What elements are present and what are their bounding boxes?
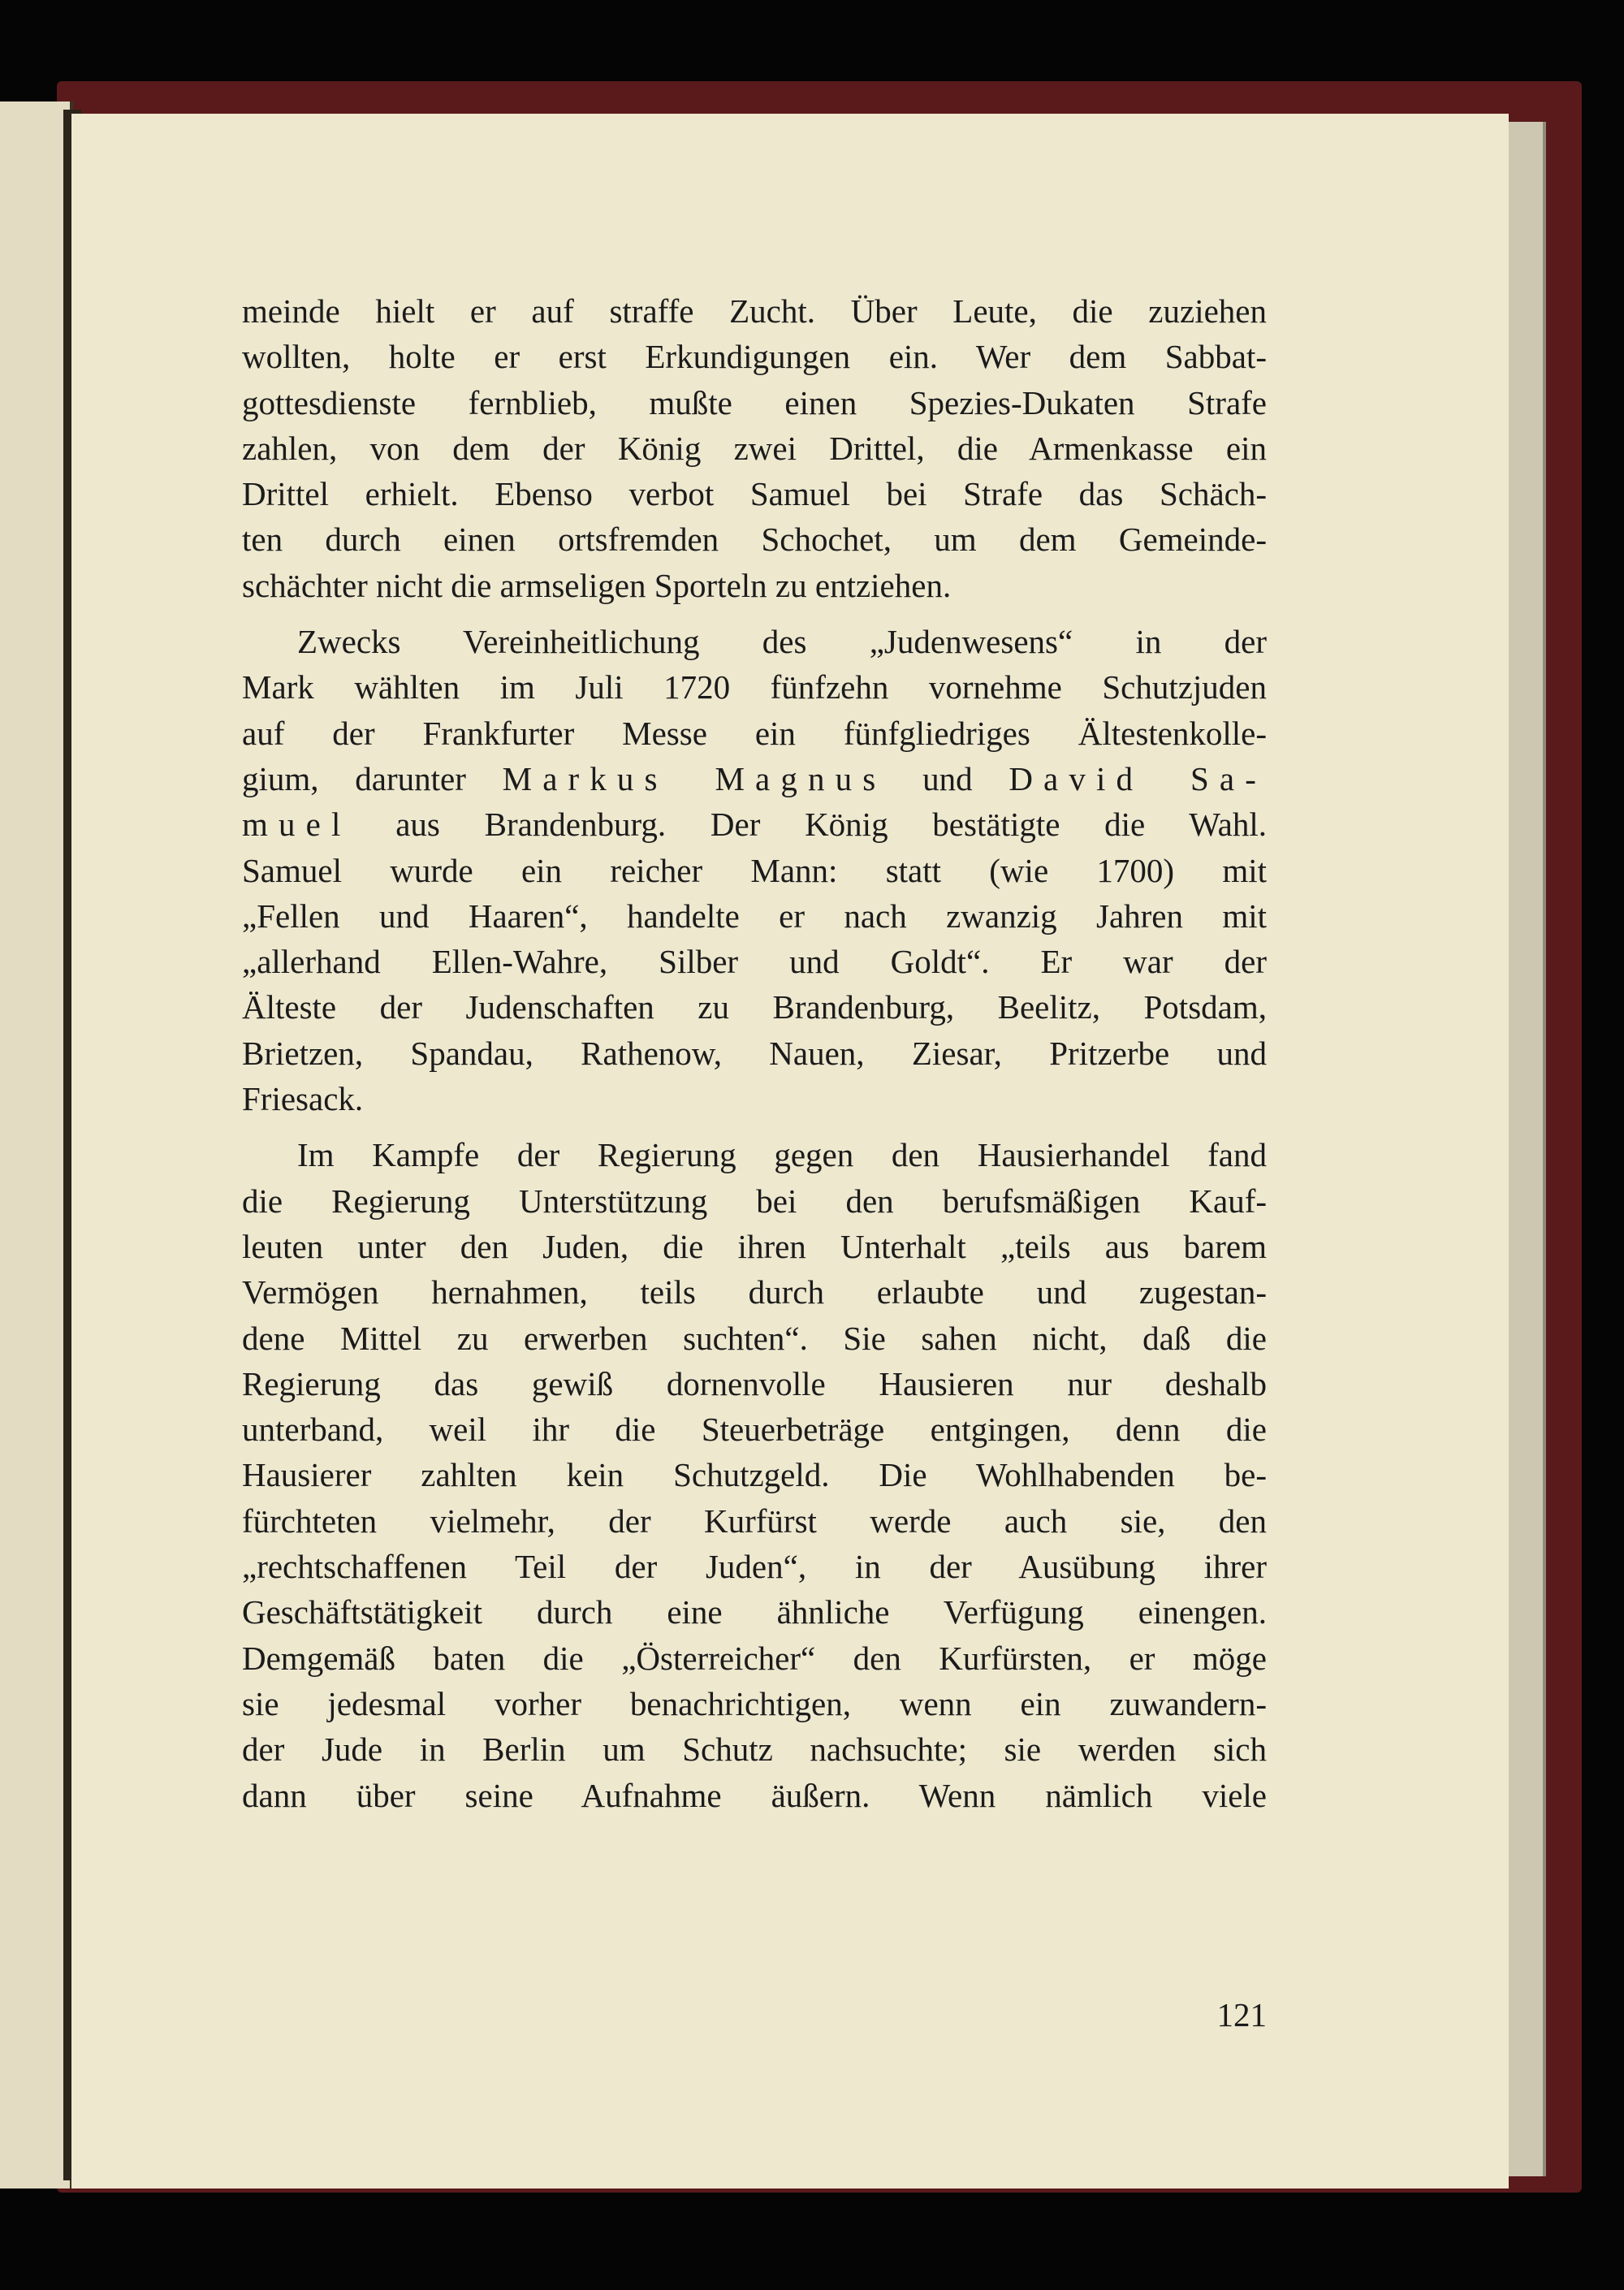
text-line: Demgemäß baten die „Österreicher“ den Kurfürsten, er möge — [242, 1639, 1267, 1677]
text-block — [242, 288, 1267, 1829]
text-line: Drittel erhielt. Ebenso verbot Samuel bei Strafe das Schäch- — [242, 475, 1267, 513]
left-page — [0, 102, 73, 2188]
text-line: sie jedesmal vorher benachrichtigen, wenn ein zuwandern- — [242, 1684, 1267, 1722]
text-line: dann über seine Aufnahme äußern. Wenn nämlich viele — [242, 1776, 1267, 1814]
spaced-name: Markus Magnus — [502, 759, 887, 797]
text-line: wollten, holte er erst Erkundigungen ein. Wer dem Sabbat- — [242, 338, 1267, 376]
text-line: gottesdienste fernblieb, mußte einen Spezies-Dukaten Strafe — [242, 383, 1267, 421]
text-line: die Regierung Unterstützung bei den berufsmäßigen Kauf- — [242, 1182, 1267, 1220]
text-fragment: aus Brandenburg. Der König bestätigte die Wahl. — [395, 806, 1267, 844]
text-line: „rechtschaffenen Teil der Juden“, in der Ausübung ihrer — [242, 1548, 1267, 1586]
text-line: Friesack. — [242, 1080, 364, 1118]
text-line: schächter nicht die armseligen Sporteln zu entziehen. — [242, 566, 952, 604]
text-line: auf der Frankfurter Messe ein fünfgliedriges Ältestenkolle- — [242, 714, 1267, 752]
text-fragment: und — [922, 759, 973, 797]
text-line-with-names — [242, 802, 1267, 847]
text-line: „Fellen und Haaren“, handelte er nach zwanzig Jahren mit — [242, 897, 1267, 935]
paragraph-3 — [242, 1132, 1267, 1817]
text-line: Regierung das gewiß dornenvolle Hausieren nur deshalb — [242, 1364, 1267, 1402]
text-line: Älteste der Judenschaften zu Brandenburg, Beelitz, Potsdam, — [242, 988, 1267, 1026]
text-line: Geschäftstätigkeit durch eine ähnliche Verfügung einengen. — [242, 1593, 1267, 1631]
book-page — [71, 114, 1509, 2188]
page-number: 121 — [1216, 1996, 1267, 2033]
text-line: Zwecks Vereinheitlichung des „Judenwesens“ in der — [297, 623, 1267, 661]
text-line: der Jude in Berlin um Schutz nachsuchte; sie werden sich — [242, 1730, 1267, 1769]
text-line: „allerhand Ellen-Wahre, Silber und Goldt“. Er war der — [242, 943, 1267, 981]
spaced-name: David Sa- — [1009, 759, 1267, 797]
text-line: Mark wählten im Juli 1720 fünfzehn vornehme Schutzjuden — [242, 668, 1267, 706]
text-line: dene Mittel zu erwerben suchten“. Sie sahen nicht, daß die — [242, 1319, 1267, 1357]
text-line: Brietzen, Spandau, Rathenow, Nauen, Ziesar, Pritzerbe und — [242, 1034, 1267, 1072]
text-line: leuten unter den Juden, die ihren Unterhalt „teils aus barem — [242, 1227, 1267, 1265]
text-fragment: gium, darunter — [242, 759, 466, 797]
text-line: fürchteten vielmehr, der Kurfürst werde auch sie, den — [242, 1501, 1267, 1540]
text-line: Vermögen hernahmen, teils durch erlaubte und zugestan- — [242, 1273, 1267, 1311]
text-line-with-names — [242, 756, 1267, 802]
spaced-name: muel — [242, 806, 352, 844]
text-line: meinde hielt er auf straffe Zucht. Über Leute, die zuziehen — [242, 292, 1267, 330]
text-line: Im Kampfe der Regierung gegen den Hausierhandel fand — [297, 1136, 1267, 1174]
text-line: Samuel wurde ein reicher Mann: statt (wie 1700) mit — [242, 851, 1267, 889]
text-line: zahlen, von dem der König zwei Drittel, die Armenkasse ein — [242, 429, 1267, 467]
paragraph-2 — [242, 619, 1267, 1121]
text-line: ten durch einen ortsfremden Schochet, um dem Gemeinde- — [242, 521, 1267, 559]
text-line: Hausierer zahlten kein Schutzgeld. Die Wohlhabenden be- — [242, 1456, 1267, 1494]
paragraph-1 — [242, 288, 1267, 608]
text-line: unterband, weil ihr die Steuerbeträge entgingen, denn die — [242, 1411, 1267, 1449]
